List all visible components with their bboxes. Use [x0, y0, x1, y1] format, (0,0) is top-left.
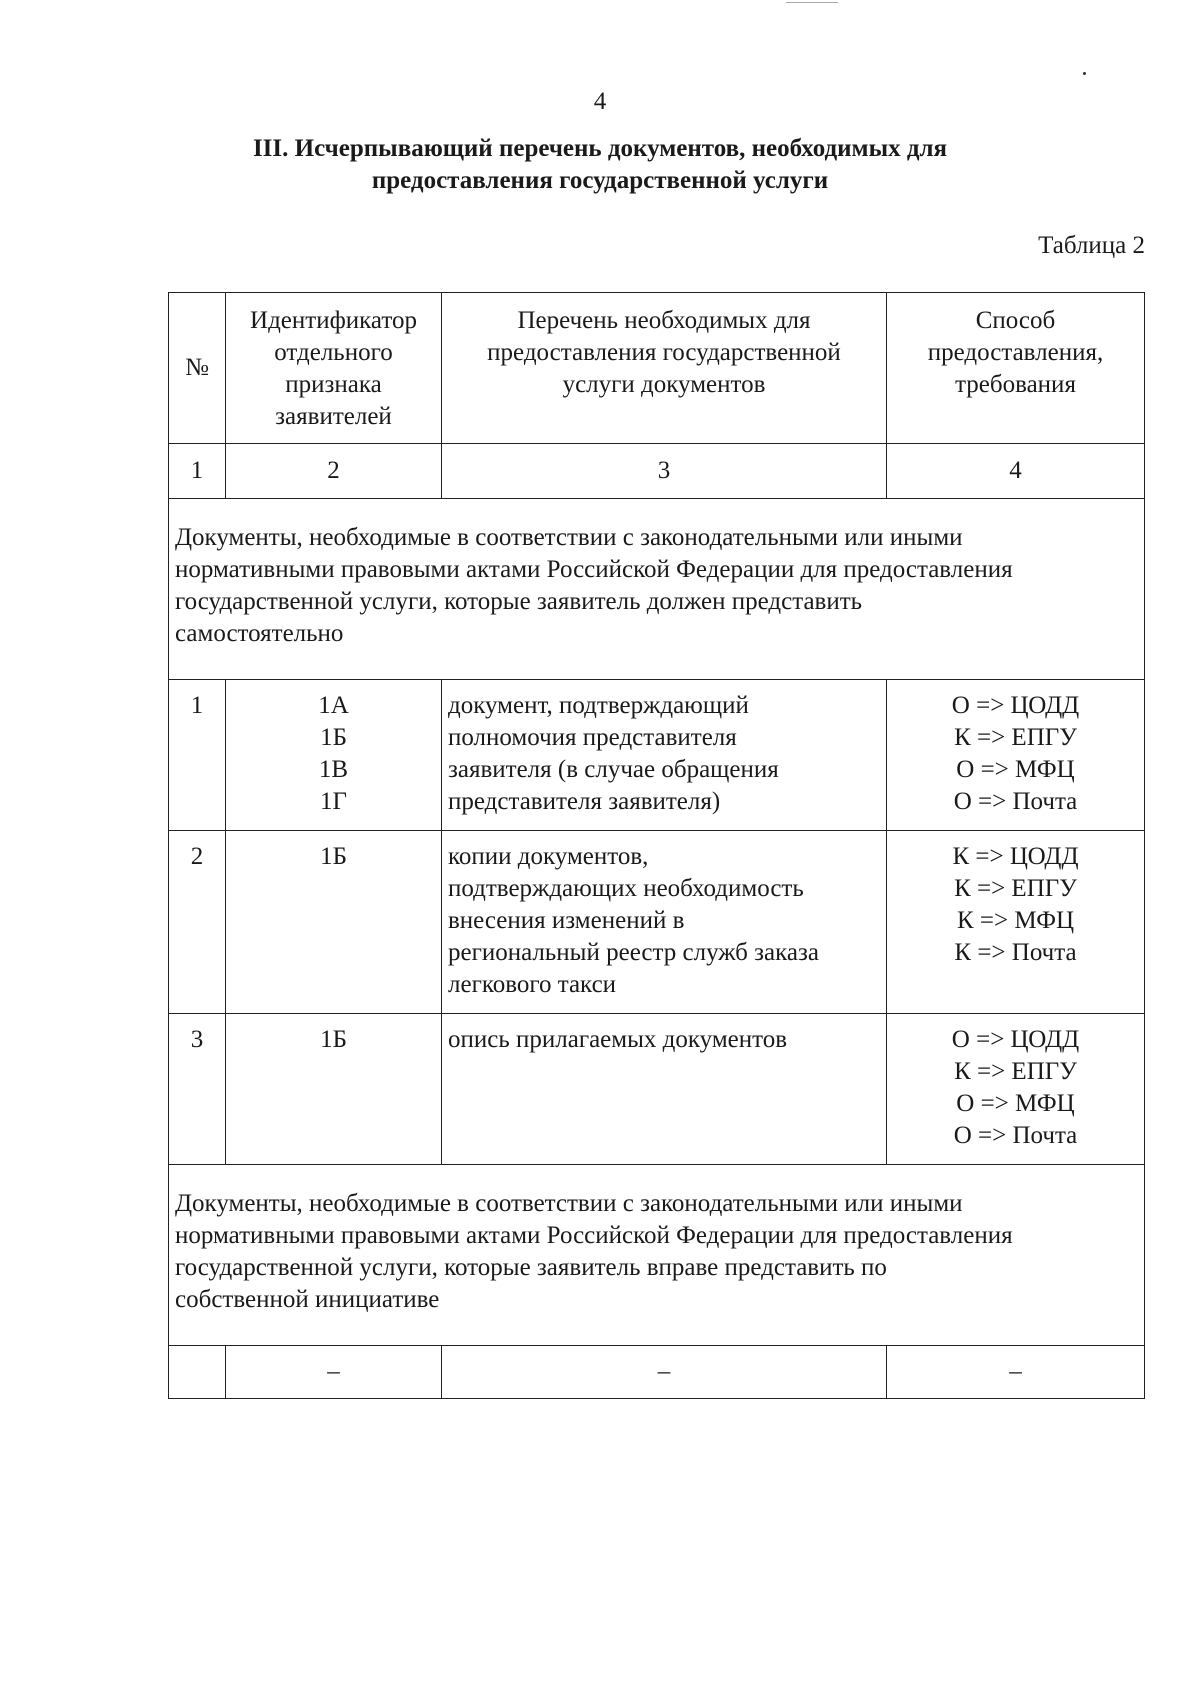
row-methods: К => ЦОДД К => ЕПГУ К => МФЦ К => Почта: [887, 831, 1145, 1014]
section-text: Документы, необходимые в соответствии с законодательными или иными нормативными правовыми актами Российской Федерации для предоставления государственной услуги, которые заявитель должен представить самостоятельно: [169, 499, 1145, 680]
table-header-row: [169, 293, 1145, 444]
row-identifiers: 1Б: [226, 1014, 442, 1165]
documents-table: [168, 292, 1145, 1399]
row-identifiers: 1Б: [226, 831, 442, 1014]
header-number: №: [169, 293, 226, 444]
row-number: 2: [169, 831, 226, 1014]
empty-table-row: [169, 1346, 1145, 1399]
row-methods: О => ЦОДД К => ЕПГУ О => МФЦ О => Почта: [887, 1014, 1145, 1165]
row-methods: О => ЦОДД К => ЕПГУ О => МФЦ О => Почта: [887, 680, 1145, 831]
row-number: 1: [169, 680, 226, 831]
header-method: Способ предоставления, требования: [887, 293, 1145, 444]
heading-line-2: предоставления государственной услуги: [371, 167, 829, 194]
column-number: 3: [442, 444, 887, 499]
row-document: опись прилагаемых документов: [442, 1014, 887, 1165]
section-text: Документы, необходимые в соответствии с законодательными или иными нормативными правовыми актами Российской Федерации для предоставления государственной услуги, которые заявитель вправе представить по собственной инициативе: [169, 1165, 1145, 1346]
table-row: [169, 831, 1145, 1014]
page-number: 4: [593, 88, 607, 115]
dash-cell: –: [226, 1346, 442, 1399]
row-document: копии документов, подтверждающих необходимость внесения изменений в региональный реестр служб заказа легкового такси: [442, 831, 887, 1014]
header-documents: Перечень необходимых для предоставления государственной услуги документов: [442, 293, 887, 444]
dash-cell: –: [442, 1346, 887, 1399]
table-row: [169, 1014, 1145, 1165]
column-number: 2: [226, 444, 442, 499]
section-heading: [150, 133, 1050, 197]
row-identifiers: 1А 1Б 1В 1Г: [226, 680, 442, 831]
scan-speck: [1083, 72, 1086, 75]
row-number: 3: [169, 1014, 226, 1165]
dash-cell: –: [887, 1346, 1145, 1399]
row-document: документ, подтверждающий полномочия представителя заявителя (в случае обращения представителя заявителя): [442, 680, 887, 831]
table-row: [169, 680, 1145, 831]
table-caption: Таблица 2: [1038, 232, 1145, 259]
header-identifier: Идентификатор отдельного признака заявителей: [226, 293, 442, 444]
column-number: 4: [887, 444, 1145, 499]
empty-cell: [169, 1346, 226, 1399]
heading-line-1: III. Исчерпывающий перечень документов, необходимых для: [252, 135, 948, 162]
section-required-documents: [169, 499, 1145, 680]
section-optional-documents: [169, 1165, 1145, 1346]
column-numbers-row: [169, 444, 1145, 499]
column-number: 1: [169, 444, 226, 499]
scan-mark-line: [786, 2, 838, 3]
